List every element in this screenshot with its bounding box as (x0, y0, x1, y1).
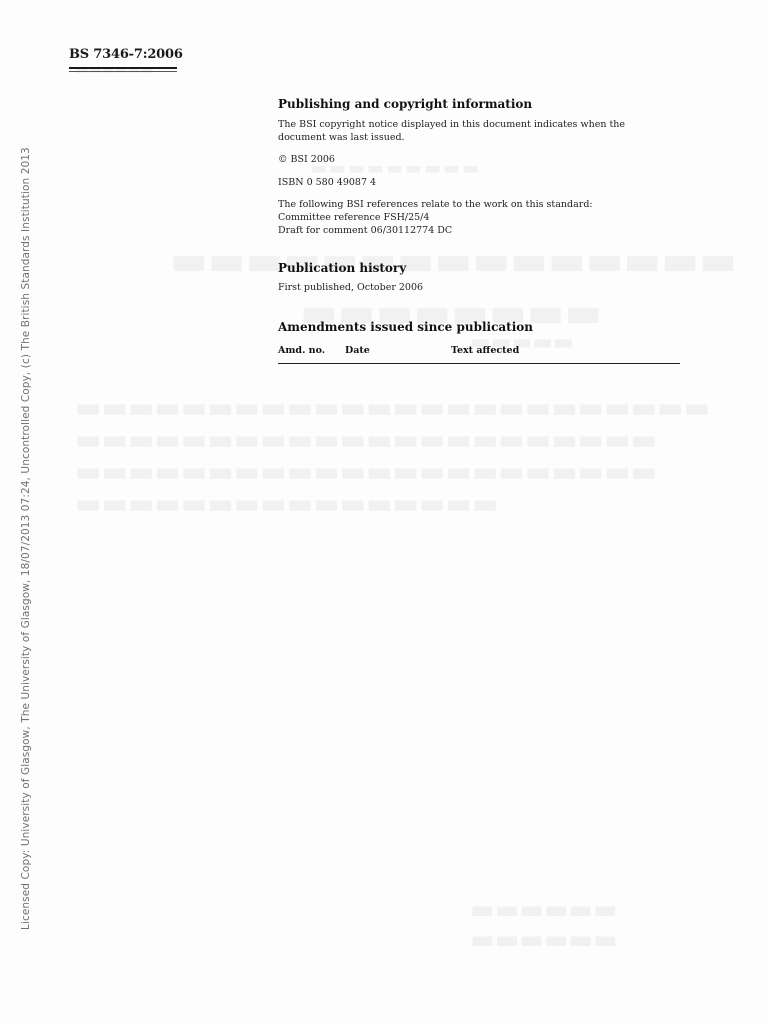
header-rule-thin (69, 71, 177, 72)
copyright-notice-text (278, 118, 680, 144)
bsi-references (278, 198, 680, 237)
show-through-text (470, 895, 617, 955)
committee-reference: Committee reference FSH/25/4 (278, 212, 430, 223)
copyright-page-content (278, 97, 680, 364)
column-date: Date (345, 345, 370, 356)
notice-line-1: The BSI copyright notice displayed in this document indicates when the (278, 119, 626, 130)
notice-line-2: document was last issued. (278, 132, 405, 143)
amendments-heading: Amendments issued since publication (278, 320, 533, 334)
document-code: BS 7346-7:2006 (69, 47, 183, 62)
publication-history-heading: Publication history (278, 261, 407, 275)
column-amd-no: Amd. no. (278, 345, 326, 356)
header-rule (69, 67, 177, 69)
isbn-line: ISBN 0 580 49087 4 (278, 177, 377, 188)
show-through-text (75, 62, 154, 78)
copyright-line: © BSI 2006 (278, 154, 335, 165)
draft-reference: Draft for comment 06/30112774 DC (278, 225, 453, 236)
references-intro: The following BSI references relate to the work on this standard: (278, 199, 593, 210)
amendments-table-header (278, 345, 680, 364)
publishing-heading: Publishing and copyright information (278, 97, 533, 111)
first-published-line: First published, October 2006 (278, 282, 424, 293)
show-through-text (75, 392, 710, 520)
column-text-affected: Text affected (451, 345, 520, 356)
license-notice: Licensed Copy: University of Glasgow, The University of Glasgow, 18/07/2013 07:24, Uncontrolled Copy, (c) The British Standards Institution 2013 (20, 147, 32, 930)
